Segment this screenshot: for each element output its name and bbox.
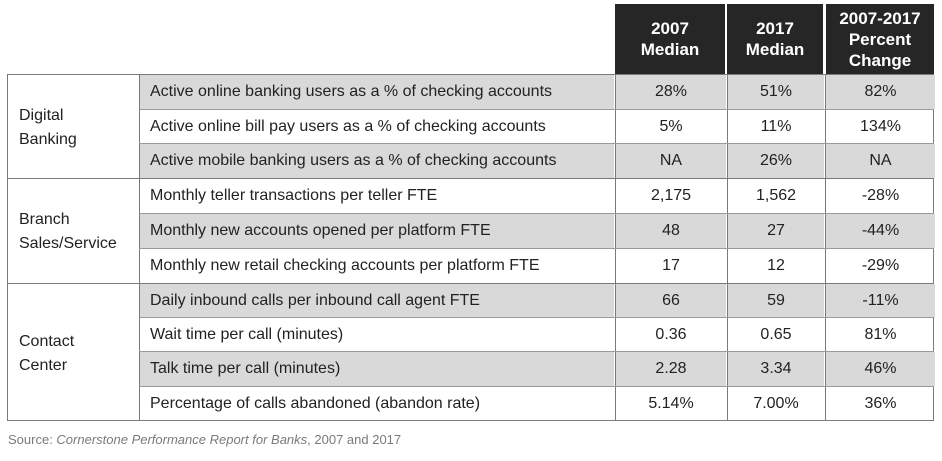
value-2017: 0.65 xyxy=(727,318,824,352)
value-change: -44% xyxy=(825,214,935,248)
group-label-contact-center xyxy=(19,330,74,378)
value-change: -28% xyxy=(825,179,935,213)
header-percent-change xyxy=(826,4,934,74)
value-2017: 59 xyxy=(727,284,824,318)
row-label: Active online banking users as a % of checking accounts xyxy=(139,75,614,109)
group-label-branch-sales-service xyxy=(19,208,117,256)
value-change: 82% xyxy=(825,75,935,109)
row-label: Wait time per call (minutes) xyxy=(139,318,614,352)
value-change: -29% xyxy=(825,249,935,283)
header-line: 2007 xyxy=(651,19,689,38)
source-note xyxy=(8,432,401,447)
value-2007: 2,175 xyxy=(615,179,726,213)
value-2007: NA xyxy=(615,144,726,178)
header-2017-median xyxy=(727,4,823,74)
value-change: 46% xyxy=(825,352,935,386)
value-change: 36% xyxy=(825,387,935,421)
group-label-line: Sales/Service xyxy=(19,235,117,252)
value-2007: 28% xyxy=(615,75,726,109)
header-line: 2007-2017 xyxy=(839,8,921,28)
source-title: Cornerstone Performance Report for Banks xyxy=(56,432,308,447)
value-2007: 48 xyxy=(615,214,726,248)
value-2007: 17 xyxy=(615,249,726,283)
header-line: Median xyxy=(745,40,805,59)
source-prefix: Source: xyxy=(8,432,57,447)
value-2017: 3.34 xyxy=(727,352,824,386)
table-row xyxy=(139,214,934,248)
row-divider xyxy=(139,317,934,318)
table-row xyxy=(139,284,934,318)
value-2007: 0.36 xyxy=(615,318,726,352)
row-label: Percentage of calls abandoned (abandon rate) xyxy=(139,387,614,421)
group-label-digital-banking xyxy=(19,104,77,152)
header-2007-median xyxy=(615,4,725,74)
row-divider xyxy=(139,386,934,387)
table-row xyxy=(139,387,934,421)
row-divider xyxy=(139,213,934,214)
value-2007: 5.14% xyxy=(615,387,726,421)
row-divider xyxy=(139,248,934,249)
row-label: Talk time per call (minutes) xyxy=(139,352,614,386)
row-label: Daily inbound calls per inbound call agent FTE xyxy=(139,284,614,318)
value-2017: 26% xyxy=(727,144,824,178)
value-2017: 7.00% xyxy=(727,387,824,421)
source-suffix: , 2007 and 2017 xyxy=(307,432,402,447)
value-2017: 11% xyxy=(727,110,824,144)
row-label: Active mobile banking users as a % of checking accounts xyxy=(139,144,614,178)
value-change: 81% xyxy=(825,318,935,352)
group-label-line: Center xyxy=(19,357,68,374)
table-row xyxy=(139,249,934,283)
value-change: 134% xyxy=(825,110,935,144)
row-label: Monthly teller transactions per teller FTE xyxy=(139,179,614,213)
table-row xyxy=(139,110,934,144)
header-line: Percent xyxy=(848,29,912,49)
group-label-line: Digital xyxy=(19,107,64,124)
table-row xyxy=(139,179,934,213)
row-label: Monthly new accounts opened per platform FTE xyxy=(139,214,614,248)
value-2017: 27 xyxy=(727,214,824,248)
value-2007: 2.28 xyxy=(615,352,726,386)
group-divider xyxy=(7,283,934,284)
group-divider xyxy=(7,178,934,179)
row-label: Active online bill pay users as a % of checking accounts xyxy=(139,110,614,144)
group-label-line: Banking xyxy=(19,131,77,148)
header-line: Median xyxy=(640,40,700,59)
row-divider xyxy=(139,351,934,352)
table-row xyxy=(139,318,934,352)
row-divider xyxy=(139,143,934,144)
value-2007: 66 xyxy=(615,284,726,318)
value-2017: 1,562 xyxy=(727,179,824,213)
group-label-line: Branch xyxy=(19,211,70,228)
value-2007: 5% xyxy=(615,110,726,144)
value-2017: 51% xyxy=(727,75,824,109)
table-row xyxy=(139,352,934,386)
value-2017: 12 xyxy=(727,249,824,283)
table-row xyxy=(139,144,934,178)
value-change: -11% xyxy=(825,284,935,318)
row-divider xyxy=(139,109,934,110)
value-change: NA xyxy=(825,144,935,178)
table-row xyxy=(139,75,934,109)
group-label-line: Contact xyxy=(19,333,75,350)
header-line: Change xyxy=(848,50,912,70)
header-line: 2017 xyxy=(756,19,794,38)
row-label: Monthly new retail checking accounts per platform FTE xyxy=(139,249,614,283)
